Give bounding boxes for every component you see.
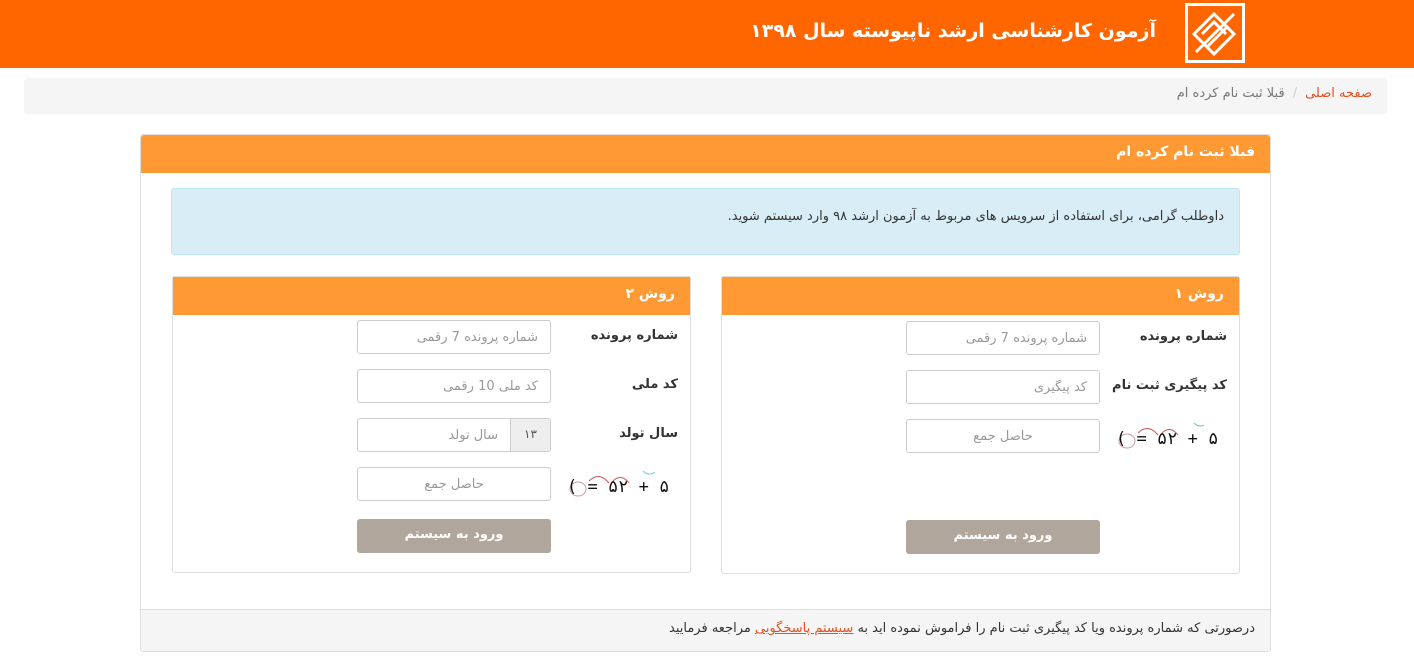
site-title: آزمون کارشناسی ارشد ناپیوسته سال ۱۳۹۸ bbox=[750, 20, 1156, 42]
breadcrumb-separator: / bbox=[1292, 86, 1298, 101]
method-2-title: روش ۲ bbox=[173, 277, 690, 315]
method-2-panel bbox=[172, 276, 691, 573]
footer-text-before: درصورتی که شماره پرونده ویا کد پیگیری ثبت نام را فراموش نموده اید به bbox=[853, 621, 1255, 636]
method-1-login-button[interactable]: ورود به سیستم bbox=[906, 520, 1100, 554]
national-code-label: کد ملی bbox=[631, 377, 678, 392]
file-number-label: شماره پرونده bbox=[590, 328, 678, 343]
file-number-label: شماره پرونده bbox=[1139, 329, 1227, 344]
method-1-panel bbox=[721, 276, 1240, 574]
method-1-captcha-row bbox=[722, 419, 1239, 453]
tracking-code-input[interactable] bbox=[906, 370, 1100, 404]
tracking-code-label: کد پیگیری ثبت نام bbox=[1112, 378, 1227, 393]
method-2-national-row bbox=[173, 369, 690, 403]
captcha-image bbox=[555, 467, 670, 501]
method-1-tracking-row bbox=[722, 370, 1239, 404]
login-panel-title: قبلا ثبت نام کرده ام bbox=[141, 135, 1270, 173]
captcha-image bbox=[1104, 419, 1219, 453]
support-system-link[interactable]: سیستم پاسخگویی bbox=[754, 621, 854, 636]
captcha-text: ( = ۵۲ + ۵ bbox=[567, 477, 670, 497]
method-2-birth-row bbox=[173, 418, 690, 452]
birth-year-group bbox=[357, 418, 551, 452]
birth-year-input[interactable] bbox=[357, 418, 511, 452]
birth-year-prefix: ۱۳ bbox=[511, 418, 551, 452]
method-2-file-number-input[interactable] bbox=[357, 320, 551, 354]
captcha-text: ( = ۵۲ + ۵ bbox=[1116, 429, 1219, 449]
exam-logo-icon[interactable] bbox=[1185, 3, 1245, 63]
login-panel bbox=[140, 134, 1271, 652]
breadcrumb-current: قبلا ثبت نام کرده ام bbox=[1176, 86, 1285, 101]
method-2-sum-input[interactable] bbox=[357, 467, 551, 501]
method-1-file-number-input[interactable] bbox=[906, 321, 1100, 355]
method-1-title: روش ۱ bbox=[722, 277, 1239, 315]
method-2-captcha-row bbox=[173, 467, 690, 501]
info-alert: داوطلب گرامی، برای استفاده از سرویس های مربوط به آزمون ارشد ۹۸ وارد سیستم شوید. bbox=[171, 188, 1240, 255]
method-1-sum-input[interactable] bbox=[906, 419, 1100, 453]
breadcrumb-home-link[interactable]: صفحه اصلی bbox=[1305, 86, 1372, 101]
method-2-login-button[interactable]: ورود به سیستم bbox=[357, 519, 551, 553]
breadcrumb bbox=[24, 78, 1387, 114]
method-1-file-row bbox=[722, 321, 1239, 355]
birth-year-label: سال تولد bbox=[619, 426, 678, 441]
top-header bbox=[0, 0, 1414, 68]
footer-text-after: مراجعه فرمایید bbox=[669, 621, 755, 636]
national-code-input[interactable] bbox=[357, 369, 551, 403]
method-2-file-row bbox=[173, 320, 690, 354]
panel-footer bbox=[141, 609, 1270, 651]
